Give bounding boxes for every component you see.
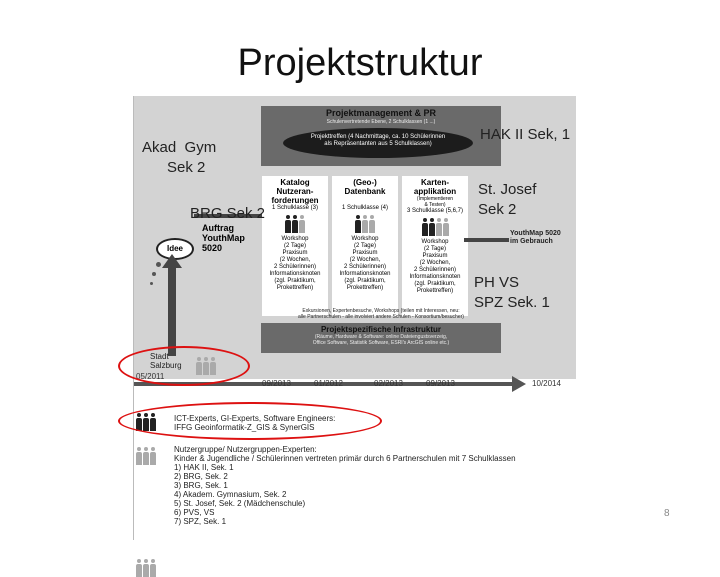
column-karten-praxis: Praxisum (2 Wochen, 2 Schülerinnen): [413, 253, 457, 273]
highlight-ellipse-experts: [118, 402, 382, 440]
timeline-label: 09/2013: [426, 379, 455, 388]
users-list-item: 3) BRG, Sek. 1: [174, 481, 228, 490]
column-katalog-workshop: Workshop (2 Tage): [281, 236, 309, 249]
timeline-label: 09/2013: [262, 379, 291, 388]
projekttreffen-ellipse: [283, 128, 473, 158]
column-katalog-praxis: Praxisum (2 Wochen, 2 Schülerinnen): [273, 250, 317, 270]
timeline-label: 05/2011: [136, 372, 165, 381]
column-katalog-info: Informationsknoten (zgl. Praktikum, Prokettreffen): [269, 271, 321, 291]
users-list-item: 5) St. Josef, Sek. 2 (Mädchenschule): [174, 499, 306, 508]
idee-bubble: Idee: [156, 238, 194, 260]
callout-st-josef: St. Josef Sek 2: [478, 181, 537, 218]
people-icon-group: [136, 447, 156, 465]
users-list-item: 4) Akadem. Gymnasium, Sek. 2: [174, 490, 287, 499]
column-katalog: [262, 176, 328, 316]
highlight-ellipse-stadt: [118, 346, 250, 386]
users-list-item: 1) HAK II, Sek. 1: [174, 463, 234, 472]
column-datenbank: [332, 176, 398, 316]
users-list: [174, 463, 305, 526]
stadt-up-arrow: [168, 266, 176, 356]
page-number: 8: [664, 508, 670, 519]
users-list-item: 7) SPZ, Sek. 1: [174, 517, 227, 526]
users-title: Nutzergruppe/ Nutzergruppen-Experten:: [174, 445, 317, 454]
youthmap-im-gebrauch: YouthMap 5020 im Gebrauch: [510, 230, 561, 245]
callout-akad-gym: Akad Gym Sek 2: [142, 139, 217, 176]
infrastruktur-title: Projektspezifische Infrastruktur: [320, 325, 442, 334]
column-datenbank-info: Informationsknoten (zgl. Praktikum, Prokettreffen): [339, 271, 391, 291]
column-karten-class: 3 Schulklasse (5,6,7): [406, 208, 464, 214]
projektmanagement-box: [261, 106, 501, 166]
users-list-item: 2) BRG, Sek. 2: [174, 472, 228, 481]
callout-ph-vs: PH VS SPZ Sek. 1: [474, 274, 550, 311]
infrastruktur-subtitle: (Räume, Hardware & Software: online Dateiengustsverzeig, Office Software, Statistik Software, ESRI's ArcGIS online etc.): [312, 334, 450, 346]
result-arrow: [464, 238, 509, 242]
column-karten-head: Karten- applikation: [413, 178, 457, 196]
people-icon-group: [262, 215, 328, 233]
infrastruktur-box: [261, 323, 501, 353]
timeline-label: 02/2013: [374, 379, 403, 388]
timeline-label: 10/2014: [532, 379, 561, 388]
column-katalog-class: 1 Schulklasse (3): [271, 205, 319, 211]
users-list-item: 6) PVS, VS: [174, 508, 215, 517]
column-datenbank-class: 1 Schulklasse (4): [341, 205, 389, 211]
column-datenbank-workshop: Workshop (2 Tage): [351, 236, 379, 249]
projektmanagement-subtitle: Schulenvertretende Ebene, 2 Schulklassen (1 ...): [326, 119, 436, 125]
timeline-label: 01/2012: [314, 379, 343, 388]
column-kartenapplikation: [402, 176, 468, 316]
column-karten-info: Informationsknoten (zgl. Praktikum, Prokettreffen): [409, 274, 461, 294]
projektmanagement-title: Projektmanagement & PR: [325, 108, 437, 118]
people-icon-group: [332, 215, 398, 233]
column-datenbank-head: (Geo-) Datenbank: [344, 178, 386, 196]
auftrag-youthmap: Auftrag YouthMap 5020: [202, 223, 245, 253]
experts-text: ICT-Experts, GI-Experts, Software Engineers: IFFG Geoinformatik-Z_GIS & SynerGIS: [174, 414, 336, 432]
projekttreffen-text: Projekttreffen (4 Nachmittage, ca. 10 Schülerinnen als Repräsentanten aus 5 Schulklassen): [310, 134, 446, 147]
slide-title: Projektstruktur: [237, 42, 483, 84]
users-subtitle: Kinder & Jugendliche / Schülerinnen vertreten primär durch 6 Partnerschulen mit 7 Schulklassen: [174, 454, 516, 463]
stadt-salzburg: Stadt Salzburg: [150, 352, 182, 370]
people-icon-group: [136, 559, 156, 577]
column-datenbank-praxis: Praxisum (2 Wochen, 2 Schülerinnen): [343, 250, 387, 270]
exkursionen-text: Exkursionen, Expertenbesuche, Workshops (teilen mit Interessen, neu: alle Partnerschulen - alle involviert andere Schulen - Konsortium/besucher): [298, 308, 464, 320]
callout-brg: BRG Sek 2: [190, 205, 266, 222]
column-karten-workshop: Workshop (2 Tage): [421, 239, 449, 252]
people-icon-group: [402, 218, 468, 236]
callout-hak: HAK II Sek, 1: [480, 126, 571, 143]
column-katalog-head: Katalog Nutzeran- forderungen: [271, 178, 319, 205]
column-karten-sub: (Implementieren & Testen): [416, 196, 454, 208]
